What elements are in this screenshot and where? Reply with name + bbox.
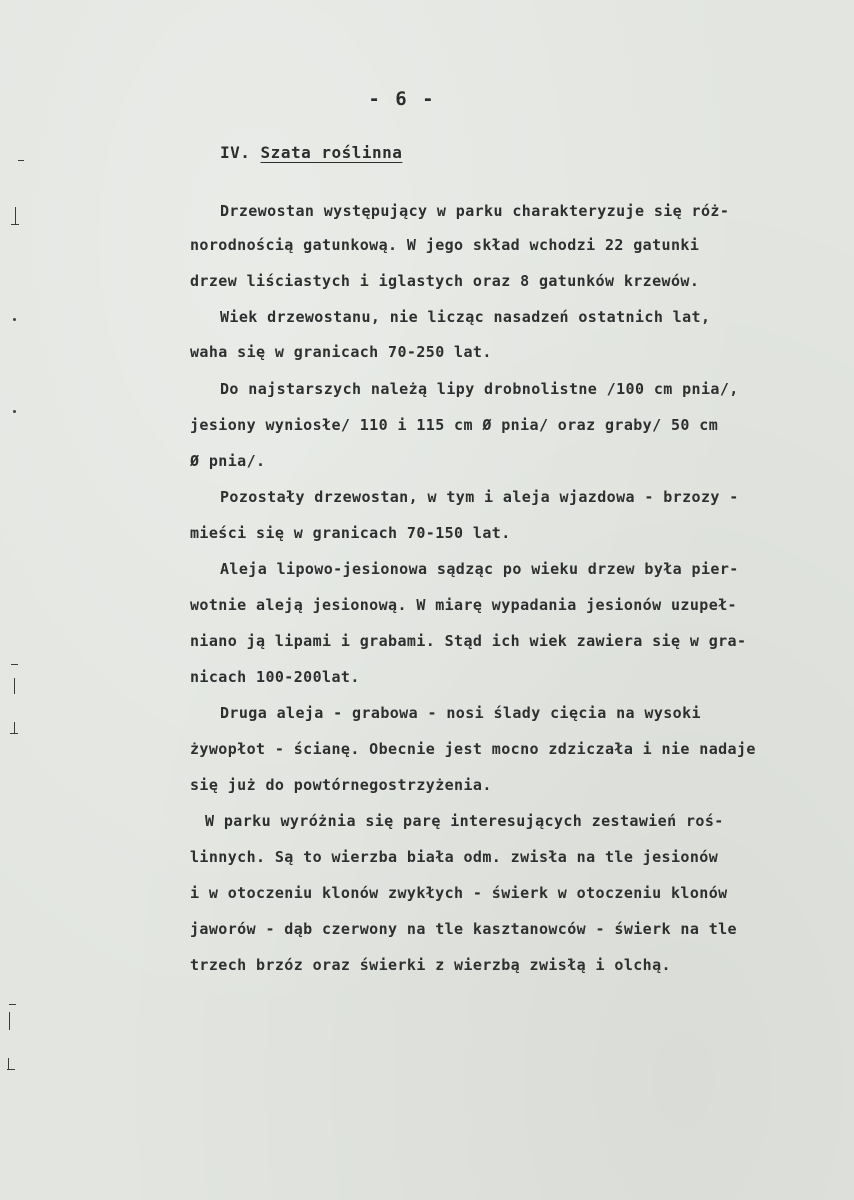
text-line: Pozostały drzewostan, w tym i aleja wjazdowa - brzozy - (220, 488, 739, 506)
margin-mark (14, 678, 15, 694)
text-line: linnych. Są to wierzba biała odm. zwisła na tle jesionów (190, 848, 719, 866)
text-line: waha się w granicach 70-250 lat. (190, 343, 492, 361)
margin-mark (15, 207, 16, 225)
text-line: nicach 100-200lat. (190, 668, 360, 686)
text-line: jaworów - dąb czerwony na tle kasztanowców - świerk na tle (190, 920, 737, 938)
text-line: wotnie aleją jesionową. W miarę wypadania jesionów uzupeł- (190, 596, 737, 614)
page-number: - 6 - (368, 88, 436, 110)
margin-mark (18, 160, 24, 161)
text-line: mieści się w granicach 70-150 lat. (190, 524, 511, 542)
text-line: Drzewostan występujący w parku charakteryzuje się róż- (220, 202, 730, 220)
text-line: trzech brzóz oraz świerki z wierzbą zwisłą i olchą. (190, 956, 671, 974)
section-number: IV. (220, 143, 251, 162)
margin-dot (13, 410, 16, 413)
text-line: Druga aleja - grabowa - nosi ślady cięcia na wysoki (220, 704, 701, 722)
text-line: jesiony wyniosłe/ 110 i 115 cm Ø pnia/ oraz graby/ 50 cm (190, 416, 719, 434)
text-line: Aleja lipowo-jesionowa sądząc po wieku drzew była pier- (220, 560, 739, 578)
margin-mark (11, 224, 19, 225)
text-line: W parku wyróżnia się parę interesujących zestawień roś- (205, 812, 724, 830)
text-line: niano ją lipami i grabami. Stąd ich wiek zawiera się w gra- (190, 632, 747, 650)
text-line: się już do powtórnegostrzyżenia. (190, 776, 492, 794)
text-line: norodnością gatunkową. W jego skład wchodzi 22 gatunki (190, 236, 700, 254)
section-title: Szata roślinna (260, 143, 403, 162)
section-heading (220, 143, 402, 162)
margin-mark (7, 1069, 15, 1070)
margin-mark (10, 733, 18, 734)
text-line: żywopłot - ścianę. Obecnie jest mocno zdziczała i nie nadaje (190, 740, 756, 758)
text-line: i w otoczeniu klonów zwykłych - świerk w otoczeniu klonów (190, 884, 728, 902)
margin-mark (9, 1012, 10, 1030)
margin-dot (13, 318, 16, 321)
text-line: drzew liściastych i iglastych oraz 8 gatunków krzewów. (190, 272, 700, 290)
text-line: Ø pnia/. (190, 452, 266, 470)
text-line: Wiek drzewostanu, nie licząc nasadzeń ostatnich lat, (220, 308, 711, 326)
text-line: Do najstarszych należą lipy drobnolistne /100 cm pnia/, (220, 380, 739, 398)
margin-mark (11, 664, 18, 665)
margin-mark (9, 1004, 16, 1005)
